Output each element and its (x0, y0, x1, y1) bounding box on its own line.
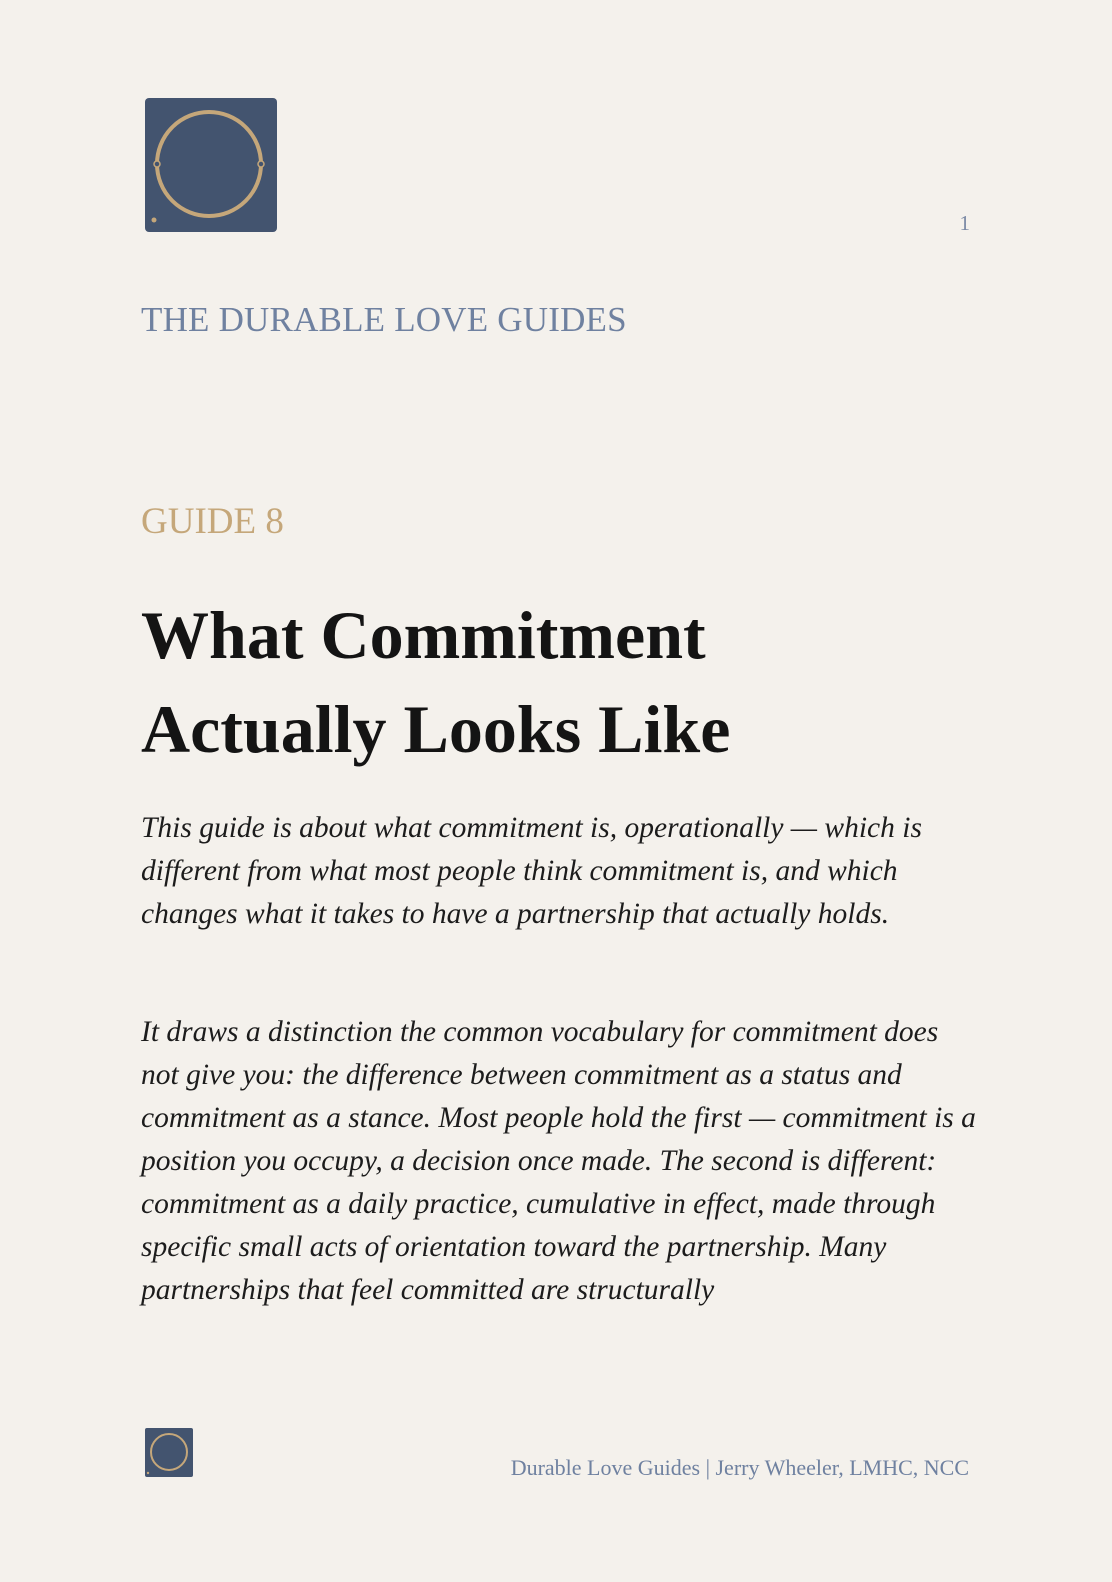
series-title: THE DURABLE LOVE GUIDES (141, 300, 627, 339)
ring-emblem-icon (145, 98, 277, 232)
body-paragraph: It draws a distinction the common vocabulary for commitment does not give you: the difference between commitment as a status and commitment as a stance. Most people hold the first — commitment is a position you occupy, a decision once made. The second is different: commitment as a daily practice, cumulative in effect, made through specific small acts of orientation toward the partnership. Many partnerships that feel committed are structurally (141, 1016, 976, 1306)
page-title (141, 588, 981, 776)
title-line-1: What Commitment (141, 597, 706, 673)
guide-label: GUIDE 8 (141, 501, 284, 542)
title-line-2: Actually Looks Like (141, 691, 731, 767)
ring-emblem-icon (145, 1428, 193, 1477)
page-number: 1 (959, 211, 970, 235)
intro-paragraph: This guide is about what commitment is, operationally — which is different from what most people think commitment is, and which changes what it takes to have a partnership that actually holds. (141, 812, 922, 930)
footer-credit: Durable Love Guides | Jerry Wheeler, LMHC, NCC (510, 1455, 969, 1480)
